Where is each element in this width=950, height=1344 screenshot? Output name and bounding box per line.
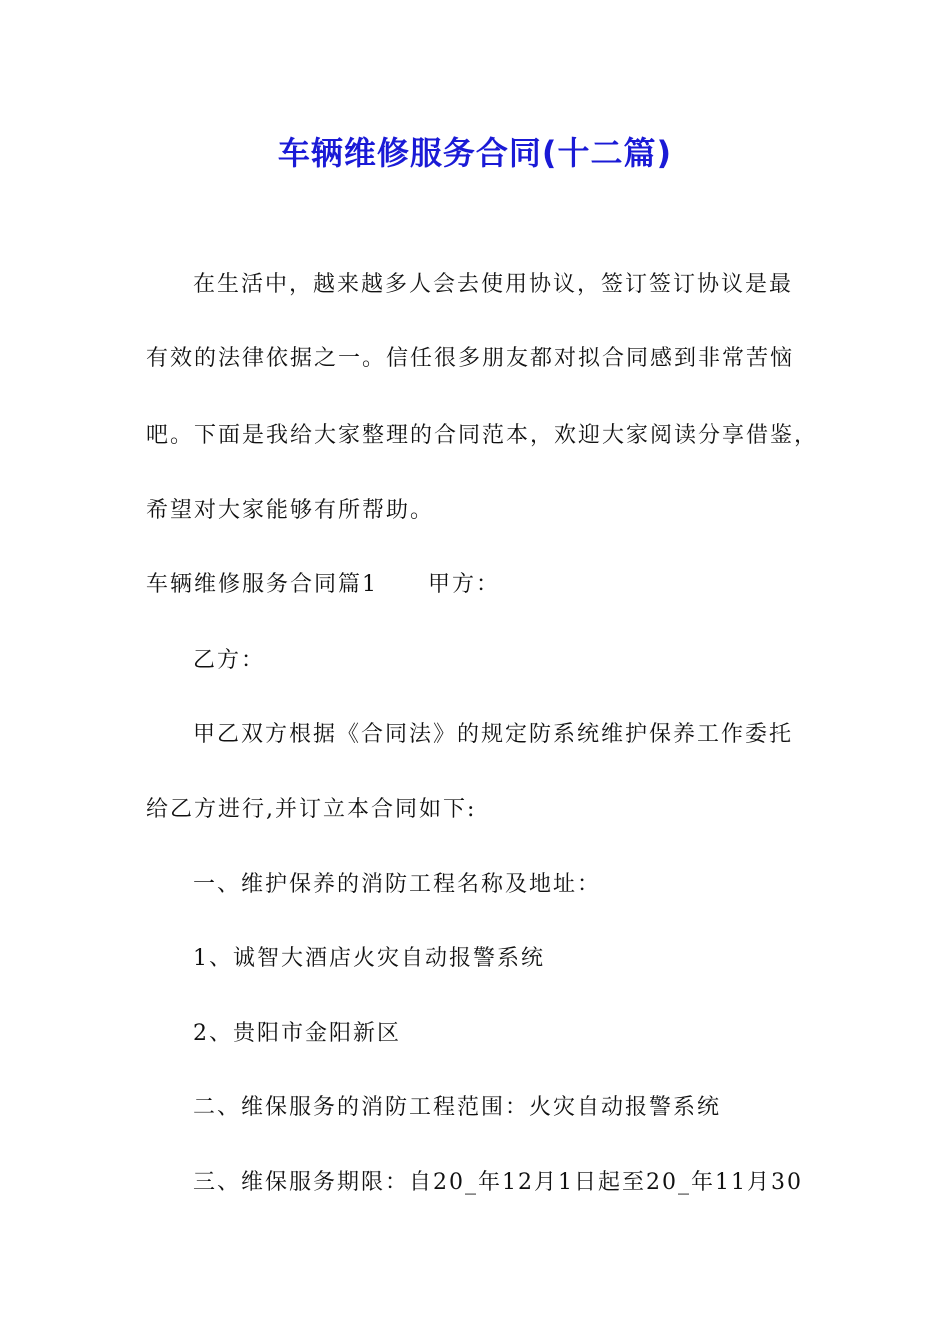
agreement-line-1: 甲乙双方根据《合同法》的规定防系统维护保养工作委托: [193, 722, 794, 747]
intro-line-4: 希望对大家能够有所帮助。: [146, 498, 435, 523]
party-b-label: 乙方：: [193, 648, 266, 673]
party-a-label: 甲方：: [428, 572, 501, 597]
intro-line-3: 吧。下面是我给大家整理的合同范本，欢迎大家阅读分享借鉴，: [146, 423, 819, 448]
section-heading-row: [146, 569, 500, 601]
intro-line-2: 有效的法律依据之一。信任很多朋友都对拟合同感到非常苦恼: [146, 346, 795, 371]
clause-4: 二、维保服务的消防工程范围：火灾自动报警系统: [193, 1095, 722, 1120]
section-heading: 车辆维修服务合同篇1: [146, 572, 378, 597]
document-title: 车辆维修服务合同(十二篇): [277, 134, 673, 172]
agreement-line-2: 给乙方进行,并订立本合同如下:: [146, 797, 477, 822]
clause-1: 一、维护保养的消防工程名称及地址：: [193, 872, 602, 897]
clause-2: 1、诚智大酒店火灾自动报警系统: [193, 946, 545, 971]
intro-line-1: 在生活中，越来越多人会去使用协议，签订签订协议是最: [193, 272, 794, 297]
clause-3: 2、贵阳市金阳新区: [193, 1021, 401, 1046]
clause-5: 三、维保服务期限：自20_年12月1日起至20_年11月30: [193, 1170, 803, 1195]
